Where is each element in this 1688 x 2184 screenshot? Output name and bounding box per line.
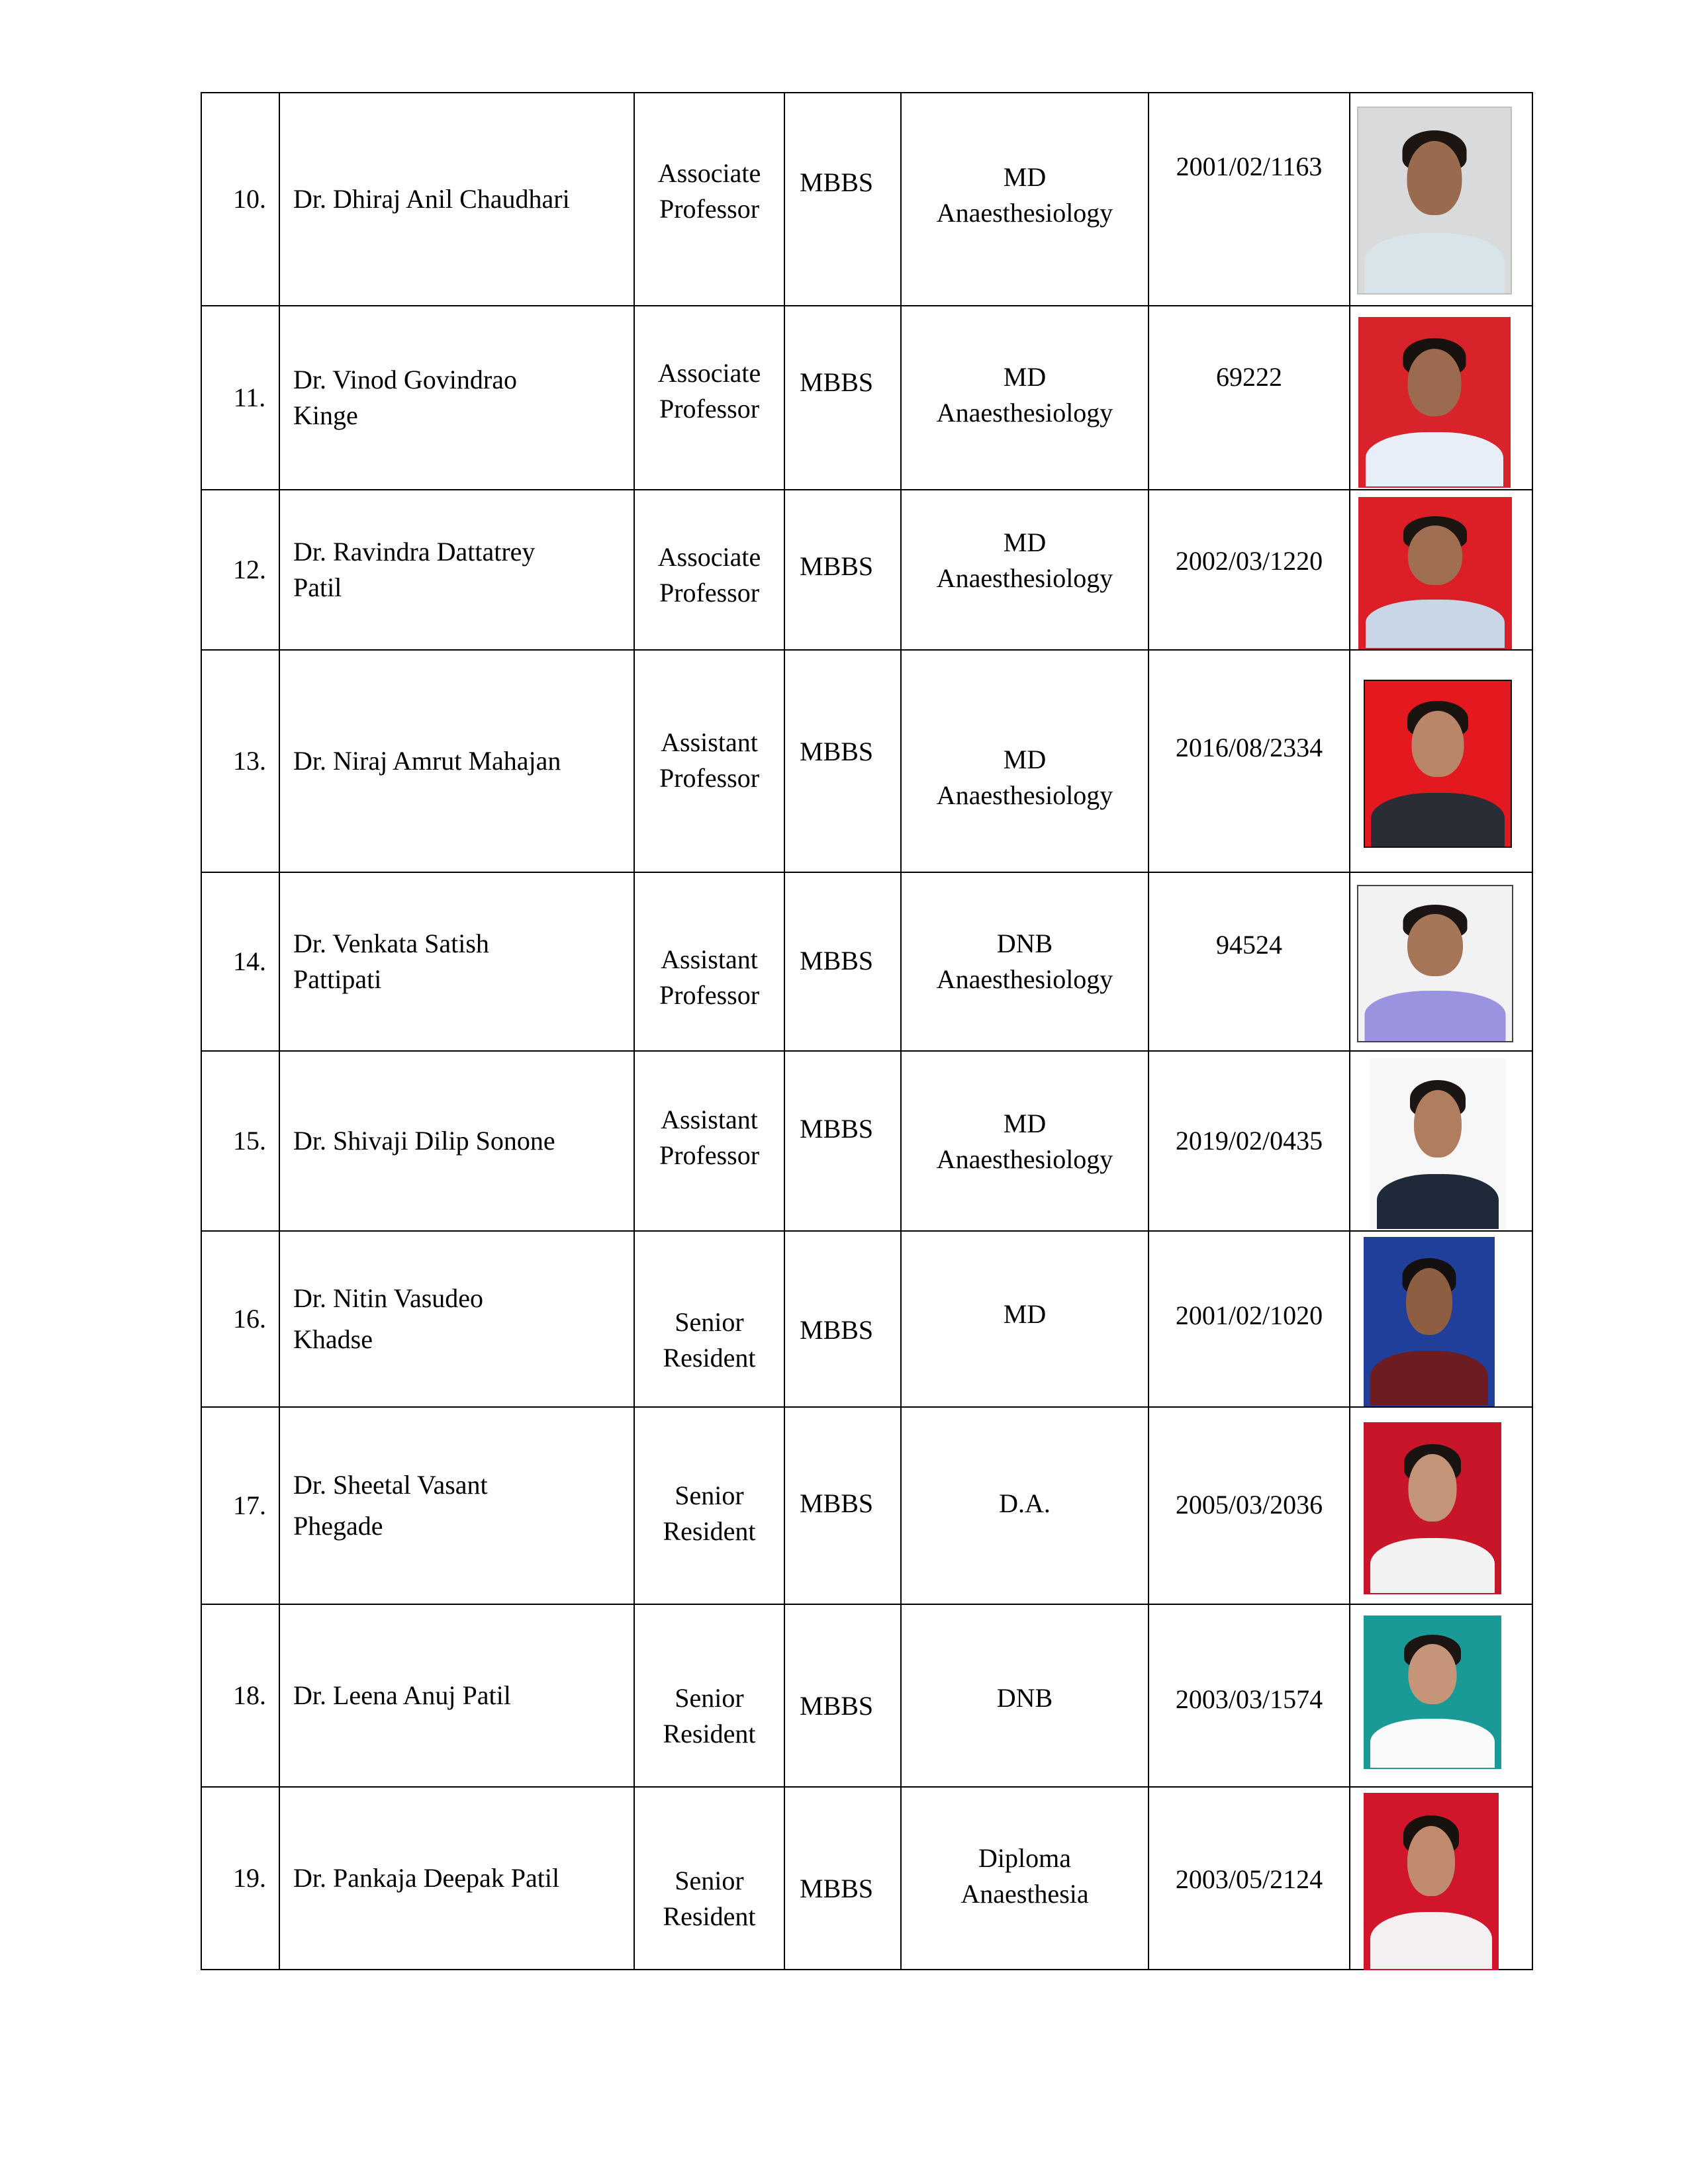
designation-cell bbox=[634, 1604, 784, 1787]
portrait-shoulders bbox=[1377, 1174, 1499, 1230]
name-line: Dr. Pankaja Deepak Patil bbox=[293, 1863, 560, 1893]
ug-qualification: MBBS bbox=[800, 1691, 874, 1721]
registration-cell bbox=[1149, 93, 1350, 306]
photo-wrap bbox=[1350, 873, 1532, 1050]
photo-cell bbox=[1350, 1051, 1532, 1231]
name-line: Khadse bbox=[293, 1324, 373, 1354]
portrait-face bbox=[1407, 914, 1463, 976]
designation-cell bbox=[634, 490, 784, 650]
photo-wrap bbox=[1350, 490, 1532, 649]
ug-qualification-cell bbox=[784, 93, 901, 306]
pg-qualification-cell bbox=[901, 93, 1149, 306]
portrait-photo bbox=[1364, 680, 1512, 848]
serial-number: 15. bbox=[233, 1126, 266, 1156]
ug-qualification: MBBS bbox=[800, 167, 874, 197]
photo-wrap bbox=[1350, 306, 1532, 489]
name-line: Dr. Vinod Govindrao bbox=[293, 365, 517, 394]
portrait-photo bbox=[1364, 1237, 1495, 1406]
serial-number-cell bbox=[201, 1407, 279, 1604]
serial-number: 19. bbox=[233, 1863, 266, 1893]
table-row bbox=[201, 306, 1532, 490]
designation-line: Resident bbox=[663, 1343, 756, 1373]
photo-cell bbox=[1350, 1604, 1532, 1787]
table-row bbox=[201, 1051, 1532, 1231]
serial-number-cell bbox=[201, 872, 279, 1051]
portrait-shoulders bbox=[1365, 991, 1506, 1042]
designation-line: Associate bbox=[657, 358, 761, 388]
designation-line: Professor bbox=[659, 1140, 760, 1170]
portrait-face bbox=[1412, 711, 1464, 777]
photo-wrap bbox=[1350, 1232, 1532, 1406]
portrait-photo bbox=[1357, 107, 1512, 295]
ug-qualification: MBBS bbox=[800, 946, 874, 976]
portrait-face bbox=[1407, 141, 1462, 215]
registration-number: 2005/03/2036 bbox=[1175, 1490, 1323, 1520]
designation-line: Resident bbox=[663, 1901, 756, 1931]
designation-line: Professor bbox=[659, 763, 760, 793]
photo-cell bbox=[1350, 1787, 1532, 1970]
designation-line: Senior bbox=[675, 1866, 744, 1895]
portrait-photo bbox=[1357, 885, 1513, 1042]
pg-qualification-line: Anaesthesiology bbox=[936, 780, 1113, 810]
serial-number-cell bbox=[201, 306, 279, 490]
name-line: Dr. Leena Anuj Patil bbox=[293, 1680, 511, 1710]
photo-wrap bbox=[1350, 1788, 1532, 1969]
portrait-photo bbox=[1364, 1615, 1501, 1769]
pg-qualification-line: Anaesthesiology bbox=[936, 1144, 1113, 1174]
photo-wrap bbox=[1350, 651, 1532, 872]
portrait-shoulders bbox=[1371, 793, 1505, 848]
name-line: Phegade bbox=[293, 1511, 383, 1541]
designation-line: Professor bbox=[659, 394, 760, 424]
registration-cell bbox=[1149, 650, 1350, 872]
name-line: Dr. Sheetal Vasant bbox=[293, 1470, 488, 1500]
table-row bbox=[201, 1407, 1532, 1604]
designation-line: Resident bbox=[663, 1516, 756, 1546]
portrait-shoulders bbox=[1370, 1538, 1495, 1594]
serial-number-cell bbox=[201, 650, 279, 872]
portrait-face bbox=[1409, 1454, 1457, 1522]
name-line: Patil bbox=[293, 572, 342, 602]
portrait-shoulders bbox=[1370, 1351, 1488, 1406]
portrait-photo bbox=[1370, 1058, 1505, 1230]
name-cell bbox=[279, 1231, 634, 1407]
name-cell bbox=[279, 93, 634, 306]
table-row bbox=[201, 1787, 1532, 1970]
pg-qualification-line: Diploma bbox=[978, 1843, 1071, 1873]
table-row bbox=[201, 490, 1532, 650]
serial-number-cell bbox=[201, 1787, 279, 1970]
designation-line: Senior bbox=[675, 1480, 744, 1510]
pg-qualification-cell bbox=[901, 1787, 1149, 1970]
registration-cell bbox=[1149, 872, 1350, 1051]
pg-qualification-cell bbox=[901, 1407, 1149, 1604]
portrait-shoulders bbox=[1366, 432, 1503, 488]
registration-cell bbox=[1149, 1231, 1350, 1407]
registration-number: 2003/05/2124 bbox=[1175, 1864, 1323, 1894]
designation-cell bbox=[634, 1787, 784, 1970]
photo-wrap bbox=[1350, 93, 1532, 305]
designation-line: Associate bbox=[657, 542, 761, 572]
pg-qualification-line: MD bbox=[1003, 362, 1047, 392]
pg-qualification-cell bbox=[901, 1051, 1149, 1231]
designation-line: Assistant bbox=[661, 944, 758, 974]
ug-qualification: MBBS bbox=[800, 1114, 874, 1144]
pg-qualification-line: MD bbox=[1003, 527, 1047, 557]
photo-cell bbox=[1350, 1231, 1532, 1407]
registration-number: 69222 bbox=[1216, 362, 1282, 392]
pg-qualification-line: Anaesthesiology bbox=[936, 198, 1113, 228]
designation-cell bbox=[634, 1407, 784, 1604]
serial-number-cell bbox=[201, 1231, 279, 1407]
portrait-shoulders bbox=[1366, 600, 1505, 649]
table-row bbox=[201, 1604, 1532, 1787]
serial-number: 14. bbox=[233, 946, 266, 976]
serial-number: 10. bbox=[233, 184, 266, 214]
pg-qualification-cell bbox=[901, 872, 1149, 1051]
name-cell bbox=[279, 1051, 634, 1231]
portrait-photo bbox=[1358, 497, 1512, 649]
ug-qualification-cell bbox=[784, 872, 901, 1051]
name-cell bbox=[279, 306, 634, 490]
pg-qualification-cell bbox=[901, 650, 1149, 872]
pg-qualification-line: Anaesthesiology bbox=[936, 563, 1113, 593]
serial-number-cell bbox=[201, 1051, 279, 1231]
designation-cell bbox=[634, 1231, 784, 1407]
portrait-photo bbox=[1364, 1422, 1501, 1594]
name-line: Dr. Niraj Amrut Mahajan bbox=[293, 746, 561, 776]
designation-cell bbox=[634, 306, 784, 490]
ug-qualification-cell bbox=[784, 650, 901, 872]
registration-number: 2002/03/1220 bbox=[1175, 546, 1323, 576]
ug-qualification: MBBS bbox=[800, 737, 874, 766]
portrait-photo bbox=[1364, 1793, 1499, 1970]
serial-number-cell bbox=[201, 490, 279, 650]
pg-qualification-line: Anaesthesia bbox=[961, 1879, 1089, 1909]
pg-qualification-cell bbox=[901, 490, 1149, 650]
faculty-table bbox=[201, 92, 1533, 1970]
pg-qualification-cell bbox=[901, 1231, 1149, 1407]
ug-qualification: MBBS bbox=[800, 1874, 874, 1903]
serial-number: 16. bbox=[233, 1304, 266, 1334]
photo-cell bbox=[1350, 93, 1532, 306]
photo-wrap bbox=[1350, 1605, 1532, 1786]
photo-cell bbox=[1350, 306, 1532, 490]
designation-line: Professor bbox=[659, 980, 760, 1010]
pg-qualification-line: MD bbox=[1003, 745, 1047, 774]
pg-qualification-cell bbox=[901, 1604, 1149, 1787]
photo-wrap bbox=[1350, 1408, 1532, 1604]
name-line: Dr. Dhiraj Anil Chaudhari bbox=[293, 184, 570, 214]
portrait-face bbox=[1409, 1644, 1457, 1704]
portrait-shoulders bbox=[1370, 1912, 1492, 1970]
pg-qualification-line: Anaesthesiology bbox=[936, 398, 1113, 428]
name-cell bbox=[279, 872, 634, 1051]
name-line: Dr. Nitin Vasudeo bbox=[293, 1283, 484, 1313]
registration-cell bbox=[1149, 1407, 1350, 1604]
pg-qualification-line: MD bbox=[1003, 1109, 1047, 1138]
registration-cell bbox=[1149, 306, 1350, 490]
serial-number: 12. bbox=[233, 555, 266, 584]
pg-qualification-cell bbox=[901, 306, 1149, 490]
registration-cell bbox=[1149, 1604, 1350, 1787]
designation-cell bbox=[634, 93, 784, 306]
registration-cell bbox=[1149, 1787, 1350, 1970]
portrait-face bbox=[1407, 1826, 1455, 1896]
serial-number-cell bbox=[201, 93, 279, 306]
table-row bbox=[201, 650, 1532, 872]
portrait-shoulders bbox=[1370, 1719, 1495, 1769]
photo-wrap bbox=[1350, 1052, 1532, 1230]
portrait-shoulders bbox=[1364, 233, 1505, 295]
ug-qualification: MBBS bbox=[800, 367, 874, 397]
name-cell bbox=[279, 1407, 634, 1604]
registration-number: 2016/08/2334 bbox=[1175, 733, 1323, 762]
faculty-table-body bbox=[201, 93, 1532, 1970]
ug-qualification-cell bbox=[784, 306, 901, 490]
designation-line: Assistant bbox=[661, 727, 758, 757]
pg-qualification-line: MD bbox=[1003, 162, 1047, 192]
designation-cell bbox=[634, 872, 784, 1051]
serial-number: 18. bbox=[233, 1680, 266, 1710]
registration-cell bbox=[1149, 490, 1350, 650]
pg-qualification-line: Anaesthesiology bbox=[936, 964, 1113, 994]
ug-qualification-cell bbox=[784, 1231, 901, 1407]
registration-number: 2001/02/1163 bbox=[1176, 152, 1323, 181]
serial-number-cell bbox=[201, 1604, 279, 1787]
ug-qualification-cell bbox=[784, 1787, 901, 1970]
photo-cell bbox=[1350, 650, 1532, 872]
name-cell bbox=[279, 490, 634, 650]
ug-qualification-cell bbox=[784, 1051, 901, 1231]
registration-number: 2003/03/1574 bbox=[1175, 1684, 1323, 1714]
designation-line: Professor bbox=[659, 578, 760, 608]
designation-cell bbox=[634, 650, 784, 872]
designation-line: Resident bbox=[663, 1719, 756, 1749]
designation-line: Associate bbox=[657, 158, 761, 188]
serial-number: 13. bbox=[233, 746, 266, 776]
ug-qualification: MBBS bbox=[800, 1488, 874, 1518]
designation-line: Professor bbox=[659, 194, 760, 224]
pg-qualification-line: MD bbox=[1003, 1299, 1047, 1329]
ug-qualification-cell bbox=[784, 1604, 901, 1787]
portrait-face bbox=[1408, 525, 1462, 585]
portrait-photo bbox=[1358, 317, 1511, 488]
ug-qualification-cell bbox=[784, 490, 901, 650]
name-line: Kinge bbox=[293, 400, 358, 430]
table-row bbox=[201, 93, 1532, 306]
name-cell bbox=[279, 1604, 634, 1787]
registration-number: 2019/02/0435 bbox=[1175, 1126, 1323, 1156]
ug-qualification-cell bbox=[784, 1407, 901, 1604]
designation-line: Senior bbox=[675, 1307, 744, 1337]
registration-number: 94524 bbox=[1216, 930, 1282, 960]
designation-line: Senior bbox=[675, 1683, 744, 1713]
name-line: Pattipati bbox=[293, 964, 382, 994]
ug-qualification: MBBS bbox=[800, 551, 874, 581]
pg-qualification-line: DNB bbox=[996, 929, 1053, 958]
name-line: Dr. Shivaji Dilip Sonone bbox=[293, 1126, 555, 1156]
photo-cell bbox=[1350, 872, 1532, 1051]
registration-number: 2001/02/1020 bbox=[1175, 1300, 1323, 1330]
serial-number: 11. bbox=[233, 383, 266, 412]
pg-qualification-line: D.A. bbox=[999, 1488, 1051, 1518]
portrait-face bbox=[1408, 349, 1462, 416]
photo-cell bbox=[1350, 490, 1532, 650]
table-row bbox=[201, 1231, 1532, 1407]
name-cell bbox=[279, 1787, 634, 1970]
portrait-face bbox=[1406, 1268, 1452, 1335]
name-line: Dr. Venkata Satish bbox=[293, 929, 489, 958]
table-row bbox=[201, 872, 1532, 1051]
name-line: Dr. Ravindra Dattatrey bbox=[293, 537, 536, 567]
registration-cell bbox=[1149, 1051, 1350, 1231]
portrait-face bbox=[1414, 1090, 1462, 1158]
designation-line: Assistant bbox=[661, 1105, 758, 1134]
photo-cell bbox=[1350, 1407, 1532, 1604]
pg-qualification-line: DNB bbox=[996, 1683, 1053, 1713]
name-cell bbox=[279, 650, 634, 872]
ug-qualification: MBBS bbox=[800, 1315, 874, 1345]
designation-cell bbox=[634, 1051, 784, 1231]
serial-number: 17. bbox=[233, 1490, 266, 1520]
